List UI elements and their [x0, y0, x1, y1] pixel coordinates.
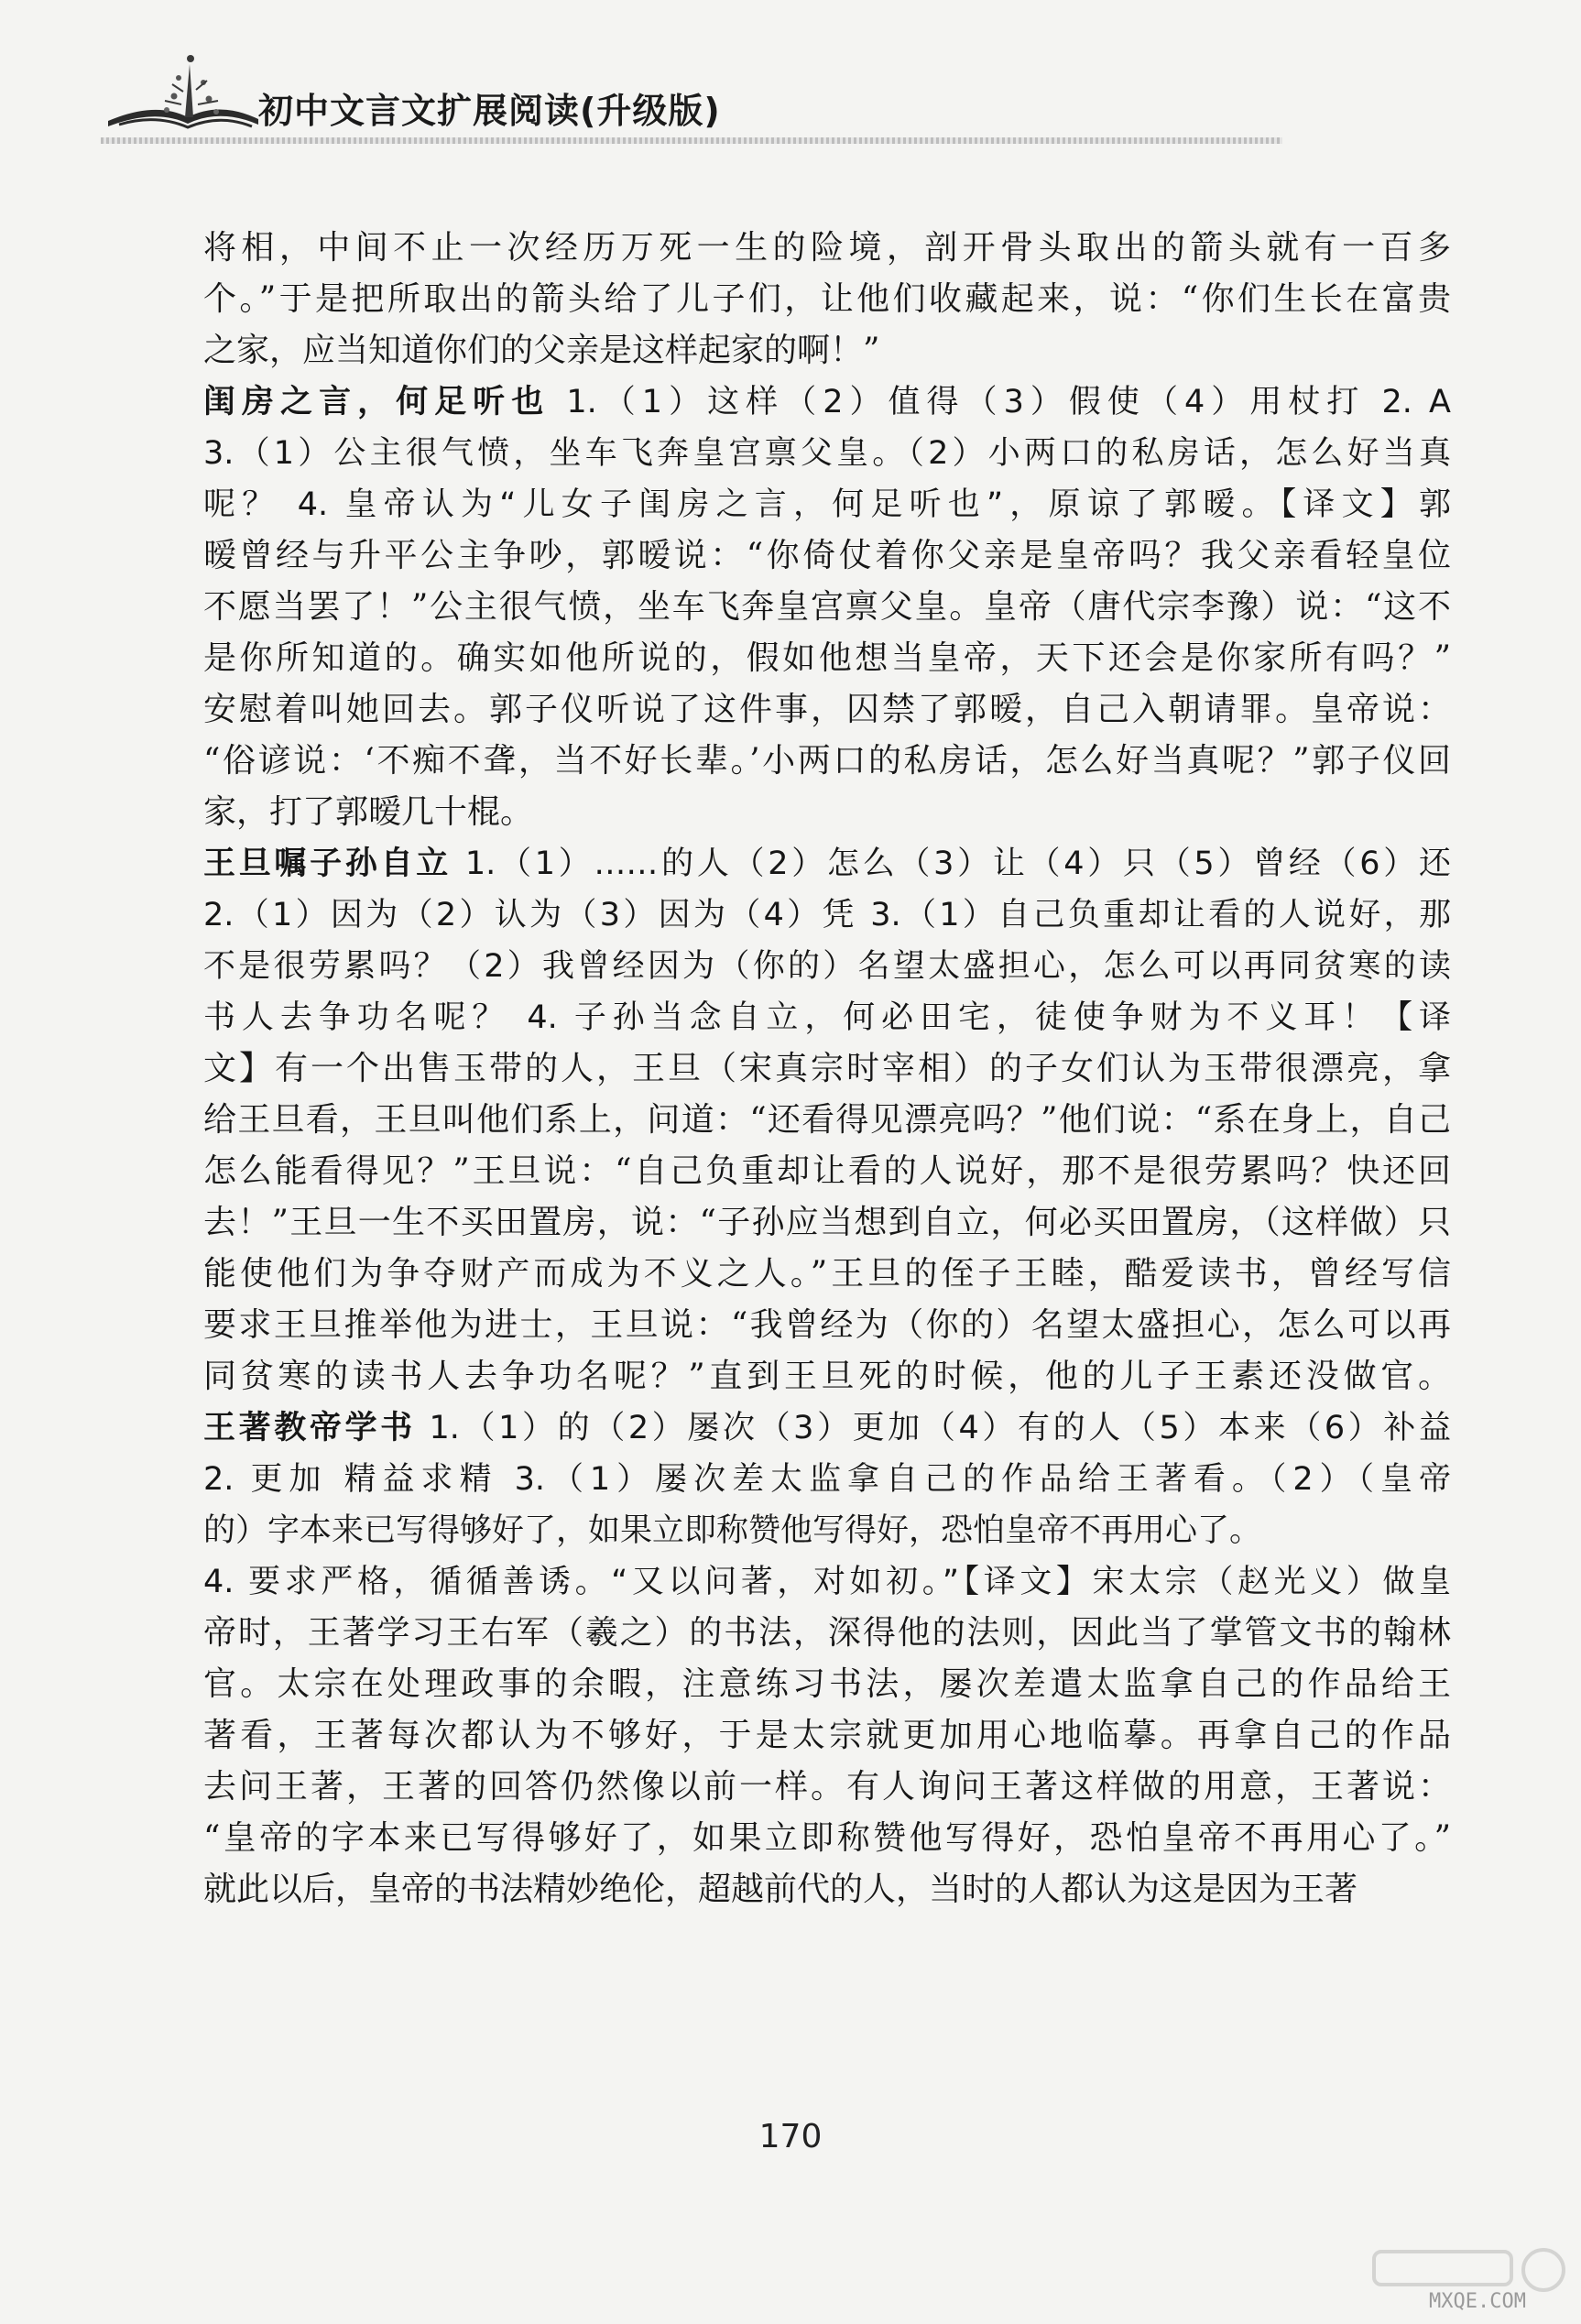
- text-line: [203, 1300, 1451, 1351]
- line-text: 4. 要求严格，循循善诱。“又以问著，对如初。”【译文】宋太宗（赵光义）做皇: [203, 1564, 1451, 1600]
- line-text: 2.（1）因为（2）认为（3）因为（4）凭 3.（1）自己负重却让看的人说好，那: [203, 897, 1451, 933]
- text-line: [203, 1556, 1451, 1608]
- line-text: “皇帝的字本来已写得够好了，如果立即称赞他写得好，恐怕皇帝不再用心了。”: [203, 1819, 1451, 1857]
- text-line: [203, 992, 1451, 1043]
- text-line: [203, 1710, 1451, 1762]
- section-title: 王旦嘱子孙自立: [203, 846, 452, 882]
- text-line: [203, 787, 1451, 838]
- text-line: [203, 1146, 1451, 1197]
- line-text: 不是很劳累吗？（2）我曾经因为（你的）名望太盛担心，怎么可以再同贫寒的读: [203, 948, 1451, 985]
- line-text: 就此以后，皇帝的书法精妙绝伦，超越前代的人，当时的人都认为这是因为王著: [203, 1871, 1358, 1908]
- page-header: [101, 37, 1475, 156]
- line-text: 之家，应当知道你们的父亲是这样起家的啊！”: [203, 332, 880, 369]
- line-text: 将相，中间不止一次经历万死一生的险境，剖开骨头取出的箭头就有一百多: [203, 229, 1451, 267]
- line-text: 去！”王旦一生不买田置房，说：“子孙应当想到自立，何必买田置房，（这样做）只: [203, 1204, 1451, 1241]
- text-line: [203, 633, 1451, 684]
- line-text: “俗谚说：‘不痴不聋，当不好长辈。’小两口的私房话，怎么好当真呢？”郭子仪回: [203, 742, 1451, 780]
- line-text: 1.（1）……的人（2）怎么（3）让（4）只（5）曾经（6）还: [452, 846, 1451, 882]
- text-line: [203, 1043, 1451, 1095]
- line-text: 官。太宗在处理政事的余暇，注意练习书法，屡次差遣太监拿自己的作品给王: [203, 1665, 1451, 1703]
- text-line: [203, 530, 1451, 582]
- text-line: [203, 941, 1451, 992]
- text-line: [203, 428, 1451, 479]
- line-text: 的）字本来已写得够好了，如果立即称赞他写得好，恐怕皇帝不再用心了。: [203, 1512, 1262, 1549]
- line-text: 家，打了郭暧几十棍。: [203, 793, 534, 831]
- line-text: 3.（1）公主很气愤，坐车飞奔皇宫禀父皇。（2）小两口的私房话，怎么好当真: [203, 435, 1451, 472]
- text-line: [203, 1659, 1451, 1710]
- line-text: 给王旦看，王旦叫他们系上，问道：“还看得见漂亮吗？”他们说：“系在身上，自己: [203, 1101, 1451, 1139]
- line-text: 个。”于是把所取出的箭头给了儿子们，让他们收藏起来，说：“你们生长在富贵: [203, 280, 1451, 318]
- line-text: 著看，王著每次都认为不够好，于是太宗就更加用心地临摹。再拿自己的作品: [203, 1717, 1451, 1754]
- line-text: 书人去争功名呢？ 4. 子孙当念自立，何必田宅，徒使争财为不义耳！【译: [203, 999, 1451, 1036]
- line-text: 文】有一个出售玉带的人，王旦（宋真宗时宰相）的子女们认为玉带很漂亮，拿: [203, 1050, 1451, 1087]
- line-text: 2. 更加 精益求精 3.（1）屡次差太监拿自己的作品给王著看。（2）（皇帝: [203, 1461, 1451, 1498]
- text-line: [203, 1608, 1451, 1659]
- text-line: [203, 1864, 1451, 1915]
- line-text: 呢？ 4. 皇帝认为“儿女子闺房之言，何足听也”，原谅了郭暧。【译文】郭: [203, 486, 1451, 523]
- line-text: 安慰着叫她回去。郭子仪听说了这件事，囚禁了郭暧，自己入朝请罪。皇帝说：: [203, 691, 1451, 728]
- line-text: 能使他们为争夺财产而成为不义之人。”王旦的侄子王睦，酷爱读书，曾经写信: [203, 1255, 1451, 1293]
- watermark-url: MXQE.COM: [1429, 2290, 1526, 2313]
- section-line: [203, 376, 1451, 428]
- answer-text-body: [203, 223, 1451, 1915]
- text-line: [203, 274, 1451, 325]
- line-text: 同贫寒的读书人去争功名呢？”直到王旦死的时候，他的儿子王素还没做官。: [203, 1358, 1451, 1395]
- line-text: 帝时，王著学习王右军（羲之）的书法，深得他的法则，因此当了掌管文书的翰林: [203, 1614, 1451, 1652]
- section-line: [203, 838, 1451, 889]
- line-text: 暧曾经与升平公主争吵，郭暧说：“你倚仗着你父亲是皇帝吗？我父亲看轻皇位: [203, 537, 1451, 574]
- book-tree-logo-icon: [101, 37, 261, 142]
- text-line: [203, 684, 1451, 736]
- line-text: 要求王旦推举他为进士，王旦说：“我曾经为（你的）名望太盛担心，怎么可以再: [203, 1306, 1451, 1344]
- text-line: [203, 1454, 1451, 1505]
- text-line: [203, 736, 1451, 787]
- line-text: 不愿当罢了！”公主很气愤，坐车飞奔皇宫禀父皇。皇帝（唐代宗李豫）说：“这不: [203, 588, 1451, 626]
- page-number: 170: [758, 2118, 823, 2155]
- text-line: [203, 1095, 1451, 1146]
- text-line: [203, 889, 1451, 941]
- text-line: [203, 1197, 1451, 1249]
- text-line: [203, 1505, 1451, 1556]
- text-line: [203, 1813, 1451, 1864]
- line-text: 去问王著，王著的回答仍然像以前一样。有人询问王著这样做的用意，王著说：: [203, 1768, 1451, 1806]
- text-line: [203, 1762, 1451, 1813]
- text-line: [203, 479, 1451, 530]
- section-line: [203, 1402, 1451, 1454]
- header-divider: [101, 137, 1282, 144]
- text-line: [203, 1351, 1451, 1402]
- text-line: [203, 582, 1451, 633]
- section-title: 王著教帝学书: [203, 1410, 416, 1446]
- section-title: 闺房之言，何足听也: [203, 384, 551, 420]
- book-title: 初中文言文扩展阅读(升级版): [258, 91, 721, 131]
- line-text: 1.（1）这样（2）值得（3）假使（4）用杖打 2. A: [550, 384, 1451, 420]
- line-text: 怎么能看得见？”王旦说：“自己负重却让看的人说好，那不是很劳累吗？快还回: [203, 1152, 1451, 1190]
- text-line: [203, 223, 1451, 274]
- line-text: 1.（1）的（2）屡次（3）更加（4）有的人（5）本来（6）补益: [415, 1410, 1451, 1446]
- line-text: 是你所知道的。确实如他所说的，假如他想当皇帝，天下还会是你家所有吗？”: [203, 639, 1451, 677]
- text-line: [203, 1249, 1451, 1300]
- text-line: [203, 325, 1451, 376]
